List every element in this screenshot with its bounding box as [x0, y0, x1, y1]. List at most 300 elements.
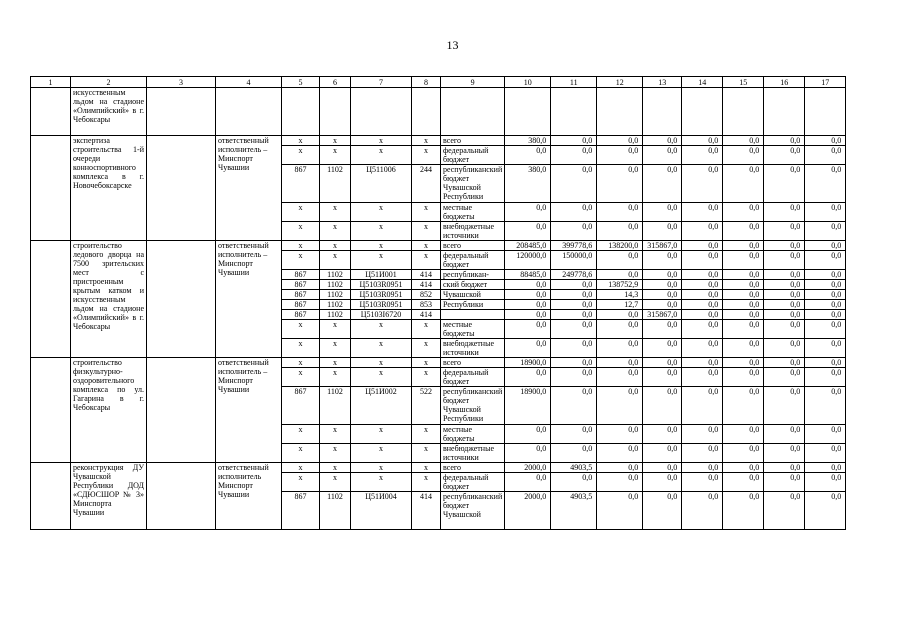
code-grbs: x: [282, 368, 320, 387]
amount-cell: 0,0: [551, 222, 597, 241]
code-grbs: x: [282, 146, 320, 165]
amount-cell: 18900,0: [505, 358, 551, 368]
code-grbs: 867: [282, 290, 320, 300]
amount-cell: 0,0: [805, 241, 846, 251]
amount-cell: 0,0: [643, 320, 682, 339]
funding-source: Республики: [441, 300, 505, 310]
amount-cell: 0,0: [682, 492, 723, 530]
amount-cell: 0,0: [723, 290, 764, 300]
amount-cell: 0,0: [723, 387, 764, 425]
amount-cell: 0,0: [597, 358, 643, 368]
budget-table: [30, 76, 846, 530]
empty-cell: [551, 88, 597, 136]
amount-cell: 0,0: [805, 280, 846, 290]
code-target: x: [351, 203, 412, 222]
code-target: x: [351, 136, 412, 146]
amount-cell: 0,0: [597, 339, 643, 358]
code-target: x: [351, 425, 412, 444]
col1-cell: [31, 136, 71, 241]
amount-cell: 0,0: [597, 203, 643, 222]
code-grbs: x: [282, 136, 320, 146]
object-name: экспертиза строительства 1-й очереди конноспортивного комплекса в г. Новочебоксарске: [71, 136, 147, 241]
amount-cell: 0,0: [643, 300, 682, 310]
code-grbs: x: [282, 251, 320, 270]
code-grbs: x: [282, 203, 320, 222]
column-header-17: 17: [805, 77, 846, 88]
col3-cell: [147, 463, 216, 530]
amount-cell: 0,0: [805, 300, 846, 310]
amount-cell: 0,0: [723, 320, 764, 339]
col3-cell: [147, 241, 216, 358]
code-expense-type: 852: [412, 290, 441, 300]
amount-cell: 12,7: [597, 300, 643, 310]
amount-cell: 0,0: [682, 251, 723, 270]
empty-cell: [764, 88, 805, 136]
amount-cell: 0,0: [723, 280, 764, 290]
column-header-3: 3: [147, 77, 216, 88]
responsible: ответственный исполнитель – Минспорт Чувашии: [216, 358, 282, 463]
amount-cell: 0,0: [723, 425, 764, 444]
code-target: Ц5103R0951: [351, 280, 412, 290]
amount-cell: 0,0: [682, 203, 723, 222]
funding-source: федеральный бюджет: [441, 146, 505, 165]
amount-cell: 0,0: [764, 387, 805, 425]
code-expense-type: 244: [412, 165, 441, 203]
code-target: x: [351, 463, 412, 473]
funding-source: республиканский бюджет Чувашской: [441, 492, 505, 530]
amount-cell: 0,0: [723, 444, 764, 463]
amount-cell: 0,0: [723, 310, 764, 320]
amount-cell: 0,0: [764, 136, 805, 146]
amount-cell: 399778,6: [551, 241, 597, 251]
code-section: x: [320, 358, 351, 368]
amount-cell: 0,0: [764, 492, 805, 530]
amount-cell: 0,0: [597, 492, 643, 530]
column-header-2: 2: [71, 77, 147, 88]
responsible: [216, 88, 282, 136]
header-row: [31, 77, 846, 88]
amount-cell: 0,0: [505, 425, 551, 444]
amount-cell: 0,0: [505, 222, 551, 241]
amount-cell: 4903,5: [551, 463, 597, 473]
amount-cell: 0,0: [643, 136, 682, 146]
amount-cell: 0,0: [805, 165, 846, 203]
code-target: x: [351, 444, 412, 463]
amount-cell: 0,0: [764, 368, 805, 387]
column-header-1: 1: [31, 77, 71, 88]
amount-cell: 4903,5: [551, 492, 597, 530]
amount-cell: 0,0: [505, 310, 551, 320]
amount-cell: 0,0: [597, 320, 643, 339]
column-header-12: 12: [597, 77, 643, 88]
table-row: [31, 136, 846, 146]
amount-cell: 0,0: [764, 473, 805, 492]
amount-cell: 0,0: [682, 368, 723, 387]
code-grbs: x: [282, 241, 320, 251]
amount-cell: 0,0: [805, 270, 846, 280]
amount-cell: 0,0: [682, 444, 723, 463]
amount-cell: 0,0: [505, 300, 551, 310]
code-section: 1102: [320, 280, 351, 290]
amount-cell: 138200,0: [597, 241, 643, 251]
amount-cell: 0,0: [805, 473, 846, 492]
funding-source: федеральный бюджет: [441, 251, 505, 270]
code-target: x: [351, 339, 412, 358]
amount-cell: 0,0: [505, 203, 551, 222]
amount-cell: 0,0: [505, 290, 551, 300]
code-expense-type: x: [412, 358, 441, 368]
amount-cell: 0,0: [764, 463, 805, 473]
code-section: x: [320, 339, 351, 358]
column-header-16: 16: [764, 77, 805, 88]
funding-source: всего: [441, 463, 505, 473]
amount-cell: 150000,0: [551, 251, 597, 270]
col3-cell: [147, 88, 216, 136]
code-target: x: [351, 251, 412, 270]
amount-cell: 0,0: [551, 310, 597, 320]
amount-cell: 0,0: [805, 492, 846, 530]
code-grbs: 867: [282, 270, 320, 280]
amount-cell: 0,0: [551, 203, 597, 222]
amount-cell: 0,0: [597, 444, 643, 463]
amount-cell: 0,0: [551, 444, 597, 463]
amount-cell: 0,0: [643, 425, 682, 444]
table-row: [31, 241, 846, 251]
code-grbs: 867: [282, 387, 320, 425]
amount-cell: 0,0: [682, 463, 723, 473]
code-expense-type: 414: [412, 492, 441, 530]
amount-cell: 120000,0: [505, 251, 551, 270]
amount-cell: 0,0: [723, 146, 764, 165]
code-section: x: [320, 368, 351, 387]
funding-source: федеральный бюджет: [441, 368, 505, 387]
column-header-8: 8: [412, 77, 441, 88]
amount-cell: 14,3: [597, 290, 643, 300]
code-target: x: [351, 222, 412, 241]
amount-cell: 208485,0: [505, 241, 551, 251]
amount-cell: 0,0: [682, 320, 723, 339]
amount-cell: 0,0: [597, 165, 643, 203]
code-section: 1102: [320, 270, 351, 280]
amount-cell: 380,0: [505, 165, 551, 203]
amount-cell: 0,0: [597, 251, 643, 270]
amount-cell: 0,0: [723, 300, 764, 310]
code-expense-type: x: [412, 368, 441, 387]
funding-source: внебюджетные источники: [441, 222, 505, 241]
code-expense-type: x: [412, 203, 441, 222]
funding-source: ский бюджет: [441, 280, 505, 290]
amount-cell: 0,0: [551, 473, 597, 492]
empty-cell: [412, 88, 441, 136]
funding-source: Чувашской: [441, 290, 505, 300]
empty-cell: [805, 88, 846, 136]
table-row: [31, 88, 846, 136]
code-section: x: [320, 320, 351, 339]
code-grbs: 867: [282, 280, 320, 290]
empty-cell: [597, 88, 643, 136]
code-expense-type: x: [412, 339, 441, 358]
code-section: x: [320, 146, 351, 165]
code-target: x: [351, 473, 412, 492]
amount-cell: 0,0: [505, 339, 551, 358]
empty-cell: [351, 88, 412, 136]
amount-cell: 0,0: [551, 300, 597, 310]
code-section: 1102: [320, 300, 351, 310]
amount-cell: 0,0: [643, 203, 682, 222]
amount-cell: 0,0: [643, 339, 682, 358]
amount-cell: 2000,0: [505, 492, 551, 530]
amount-cell: 0,0: [643, 280, 682, 290]
amount-cell: 0,0: [805, 146, 846, 165]
code-grbs: 867: [282, 300, 320, 310]
amount-cell: 0,0: [597, 222, 643, 241]
amount-cell: 0,0: [682, 358, 723, 368]
code-expense-type: x: [412, 473, 441, 492]
empty-cell: [441, 88, 505, 136]
code-grbs: 867: [282, 310, 320, 320]
code-target: Ц51И002: [351, 387, 412, 425]
amount-cell: 0,0: [764, 280, 805, 290]
amount-cell: 0,0: [505, 280, 551, 290]
amount-cell: 0,0: [764, 222, 805, 241]
code-section: x: [320, 241, 351, 251]
empty-cell: [682, 88, 723, 136]
amount-cell: 0,0: [805, 358, 846, 368]
amount-cell: 0,0: [597, 425, 643, 444]
funding-source: внебюджетные источники: [441, 339, 505, 358]
amount-cell: 315867,0: [643, 310, 682, 320]
code-grbs: x: [282, 339, 320, 358]
code-section: x: [320, 136, 351, 146]
amount-cell: 0,0: [682, 280, 723, 290]
amount-cell: 0,0: [551, 290, 597, 300]
amount-cell: 2000,0: [505, 463, 551, 473]
code-grbs: x: [282, 425, 320, 444]
amount-cell: 0,0: [682, 165, 723, 203]
amount-cell: 0,0: [805, 320, 846, 339]
code-expense-type: 414: [412, 310, 441, 320]
code-target: Ц511006: [351, 165, 412, 203]
amount-cell: 0,0: [723, 339, 764, 358]
code-section: x: [320, 473, 351, 492]
amount-cell: 0,0: [643, 270, 682, 280]
column-header-13: 13: [643, 77, 682, 88]
code-expense-type: x: [412, 146, 441, 165]
amount-cell: 249778,6: [551, 270, 597, 280]
amount-cell: 0,0: [764, 290, 805, 300]
code-grbs: 867: [282, 165, 320, 203]
empty-cell: [723, 88, 764, 136]
code-expense-type: 853: [412, 300, 441, 310]
code-section: 1102: [320, 492, 351, 530]
amount-cell: 0,0: [764, 203, 805, 222]
funding-source: всего: [441, 358, 505, 368]
amount-cell: 0,0: [764, 270, 805, 280]
code-section: x: [320, 203, 351, 222]
code-section: 1102: [320, 165, 351, 203]
amount-cell: 0,0: [643, 146, 682, 165]
amount-cell: 0,0: [643, 165, 682, 203]
amount-cell: 0,0: [764, 358, 805, 368]
amount-cell: 0,0: [805, 368, 846, 387]
col3-cell: [147, 136, 216, 241]
code-expense-type: x: [412, 222, 441, 241]
object-name: строительство ледового дворца на 7500 зрительских мест с пристроенным крытым катком и искусственным льдом на стадионе «Олимпийский» в г. Чебоксары: [71, 241, 147, 358]
amount-cell: 0,0: [723, 358, 764, 368]
column-header-10: 10: [505, 77, 551, 88]
amount-cell: 0,0: [551, 320, 597, 339]
code-target: Ц5103І6720: [351, 310, 412, 320]
table-row: [31, 358, 846, 368]
amount-cell: 0,0: [597, 146, 643, 165]
amount-cell: 0,0: [682, 146, 723, 165]
code-expense-type: x: [412, 444, 441, 463]
col1-cell: [31, 463, 71, 530]
funding-source: федеральный бюджет: [441, 473, 505, 492]
amount-cell: 0,0: [682, 473, 723, 492]
code-target: x: [351, 368, 412, 387]
amount-cell: 88485,0: [505, 270, 551, 280]
empty-cell: [320, 88, 351, 136]
amount-cell: 0,0: [805, 251, 846, 270]
empty-cell: [282, 88, 320, 136]
amount-cell: 0,0: [764, 251, 805, 270]
code-expense-type: x: [412, 320, 441, 339]
code-grbs: 867: [282, 492, 320, 530]
amount-cell: 0,0: [682, 310, 723, 320]
code-grbs: x: [282, 320, 320, 339]
amount-cell: 380,0: [505, 136, 551, 146]
amount-cell: 0,0: [643, 444, 682, 463]
amount-cell: 0,0: [764, 444, 805, 463]
amount-cell: 0,0: [764, 146, 805, 165]
amount-cell: 0,0: [805, 444, 846, 463]
funding-source: местные бюджеты: [441, 425, 505, 444]
amount-cell: 0,0: [643, 222, 682, 241]
responsible: ответственный исполнитель – Минспорт Чувашии: [216, 136, 282, 241]
amount-cell: 0,0: [643, 492, 682, 530]
col1-cell: [31, 88, 71, 136]
amount-cell: 0,0: [551, 339, 597, 358]
amount-cell: 0,0: [723, 473, 764, 492]
amount-cell: 0,0: [505, 473, 551, 492]
amount-cell: 0,0: [805, 203, 846, 222]
code-section: x: [320, 222, 351, 241]
amount-cell: 0,0: [551, 136, 597, 146]
responsible: ответственный исполнитель – Минспорт Чувашии: [216, 241, 282, 358]
amount-cell: 0,0: [643, 358, 682, 368]
amount-cell: 0,0: [597, 463, 643, 473]
amount-cell: 0,0: [551, 387, 597, 425]
amount-cell: 0,0: [805, 136, 846, 146]
code-expense-type: x: [412, 425, 441, 444]
amount-cell: 0,0: [682, 290, 723, 300]
code-expense-type: x: [412, 463, 441, 473]
column-header-9: 9: [441, 77, 505, 88]
amount-cell: 0,0: [682, 136, 723, 146]
code-grbs: x: [282, 222, 320, 241]
amount-cell: 315867,0: [643, 241, 682, 251]
code-target: Ц51И001: [351, 270, 412, 280]
amount-cell: 0,0: [764, 310, 805, 320]
amount-cell: 0,0: [551, 280, 597, 290]
code-expense-type: x: [412, 136, 441, 146]
object-name: искусственным льдом на стадионе «Олимпийский» в г. Чебоксары: [71, 88, 147, 136]
amount-cell: 0,0: [723, 368, 764, 387]
code-grbs: x: [282, 463, 320, 473]
amount-cell: 0,0: [597, 473, 643, 492]
code-grbs: x: [282, 473, 320, 492]
code-expense-type: 414: [412, 280, 441, 290]
amount-cell: 0,0: [764, 339, 805, 358]
empty-cell: [643, 88, 682, 136]
code-target: x: [351, 241, 412, 251]
amount-cell: 0,0: [805, 425, 846, 444]
amount-cell: 0,0: [805, 387, 846, 425]
amount-cell: 0,0: [597, 387, 643, 425]
code-section: 1102: [320, 387, 351, 425]
amount-cell: 0,0: [723, 165, 764, 203]
amount-cell: 0,0: [682, 339, 723, 358]
amount-cell: 0,0: [597, 136, 643, 146]
amount-cell: 18900,0: [505, 387, 551, 425]
amount-cell: 0,0: [805, 222, 846, 241]
empty-cell: [505, 88, 551, 136]
funding-source: всего: [441, 136, 505, 146]
column-header-5: 5: [282, 77, 320, 88]
code-grbs: x: [282, 358, 320, 368]
amount-cell: 0,0: [643, 463, 682, 473]
amount-cell: 0,0: [597, 368, 643, 387]
code-expense-type: 522: [412, 387, 441, 425]
amount-cell: 0,0: [682, 300, 723, 310]
amount-cell: 0,0: [643, 290, 682, 300]
funding-source: внебюджетные источники: [441, 444, 505, 463]
code-target: x: [351, 320, 412, 339]
amount-cell: 0,0: [723, 203, 764, 222]
amount-cell: 0,0: [723, 270, 764, 280]
amount-cell: 0,0: [723, 241, 764, 251]
code-section: x: [320, 425, 351, 444]
amount-cell: 0,0: [764, 241, 805, 251]
amount-cell: 0,0: [682, 222, 723, 241]
column-header-15: 15: [723, 77, 764, 88]
code-expense-type: x: [412, 251, 441, 270]
amount-cell: 0,0: [682, 425, 723, 444]
column-header-14: 14: [682, 77, 723, 88]
amount-cell: 0,0: [682, 387, 723, 425]
funding-source: [441, 310, 505, 320]
amount-cell: 0,0: [551, 165, 597, 203]
funding-source: всего: [441, 241, 505, 251]
amount-cell: 0,0: [643, 251, 682, 270]
code-target: Ц5103R0951: [351, 300, 412, 310]
table-row: [31, 463, 846, 473]
col1-cell: [31, 241, 71, 358]
funding-source: республиканский бюджет Чувашской Республики: [441, 165, 505, 203]
code-target: Ц5103R0951: [351, 290, 412, 300]
object-name: строительство физкультурно-оздоровительного комплекса по ул. Гагарина в г. Чебоксары: [71, 358, 147, 463]
amount-cell: 0,0: [723, 492, 764, 530]
code-section: 1102: [320, 290, 351, 300]
column-header-7: 7: [351, 77, 412, 88]
table-body: [31, 88, 846, 530]
amount-cell: 0,0: [643, 368, 682, 387]
code-section: x: [320, 463, 351, 473]
object-name: реконструкция ДУ Чувашской Республики ДОД «СДЮСШОР № 3» Минспорта Чувашии: [71, 463, 147, 530]
column-header-11: 11: [551, 77, 597, 88]
amount-cell: 0,0: [723, 463, 764, 473]
